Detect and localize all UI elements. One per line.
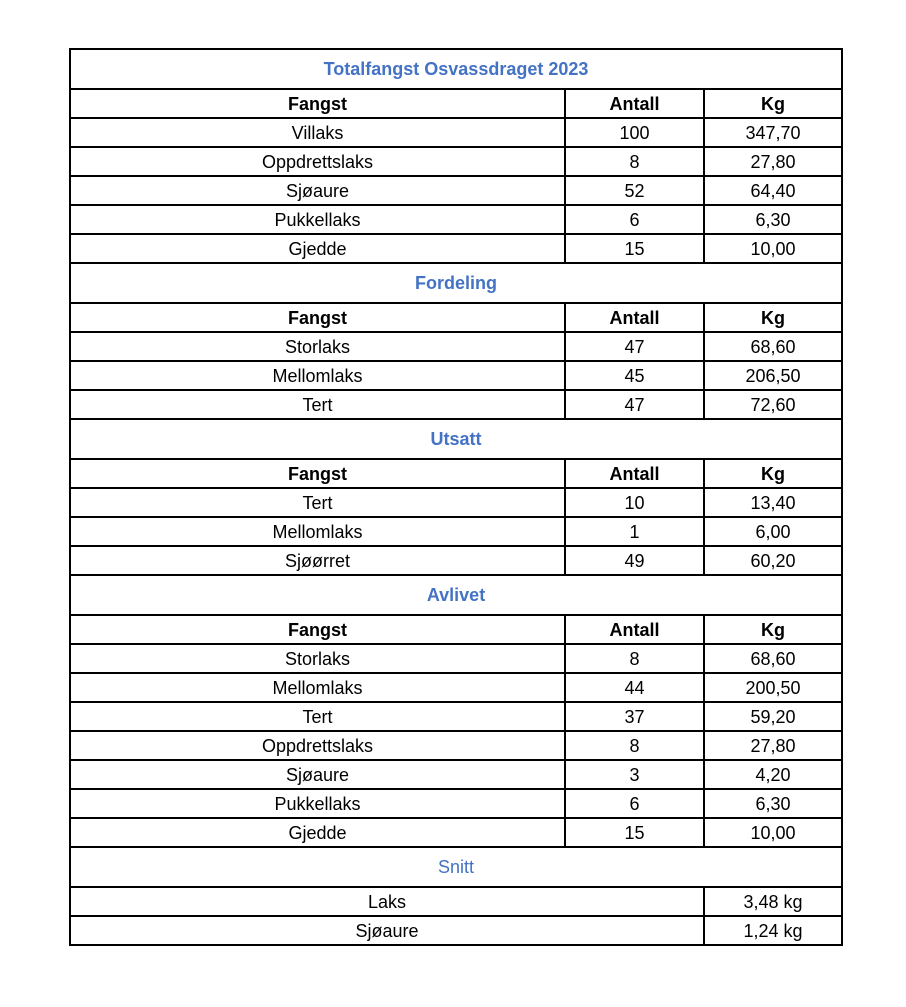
cell-fangst: Oppdrettslaks [70,731,565,760]
fordeling-title-row [70,263,842,303]
cell-antall: 47 [565,390,704,419]
cell-kg: 10,00 [704,234,842,263]
average-row [70,887,842,916]
table-row [70,332,842,361]
cell-kg: 6,30 [704,789,842,818]
table-row [70,488,842,517]
cell-fangst: Pukkellaks [70,205,565,234]
column-header-antall: Antall [565,459,704,488]
cell-kg: 27,80 [704,731,842,760]
cell-fangst: Tert [70,702,565,731]
table-row [70,818,842,847]
cell-fangst: Mellomlaks [70,673,565,702]
average-label: Laks [70,887,704,916]
cell-antall: 1 [565,517,704,546]
cell-antall: 10 [565,488,704,517]
cell-antall: 15 [565,234,704,263]
cell-fangst: Tert [70,390,565,419]
snitt-section-title: Snitt [70,847,842,887]
totalfangst-title-row [70,49,842,89]
cell-fangst: Pukkellaks [70,789,565,818]
cell-kg: 206,50 [704,361,842,390]
cell-kg: 27,80 [704,147,842,176]
table-row [70,731,842,760]
table-row [70,147,842,176]
column-header-fangst: Fangst [70,303,565,332]
cell-antall: 8 [565,147,704,176]
cell-antall: 8 [565,644,704,673]
cell-kg: 59,20 [704,702,842,731]
table-row [70,205,842,234]
totalfangst-header-row [70,89,842,118]
avlivet-title-row [70,575,842,615]
cell-kg: 6,00 [704,517,842,546]
table-row [70,760,842,789]
column-header-fangst: Fangst [70,89,565,118]
average-label: Sjøaure [70,916,704,945]
fordeling-section-title: Fordeling [70,263,842,303]
column-header-antall: Antall [565,303,704,332]
cell-fangst: Sjøørret [70,546,565,575]
cell-fangst: Mellomlaks [70,361,565,390]
table-row [70,702,842,731]
cell-kg: 60,20 [704,546,842,575]
cell-fangst: Oppdrettslaks [70,147,565,176]
cell-fangst: Gjedde [70,234,565,263]
table-row [70,673,842,702]
column-header-kg: Kg [704,89,842,118]
column-header-kg: Kg [704,615,842,644]
table-body [70,49,842,945]
utsatt-title-row [70,419,842,459]
cell-kg: 68,60 [704,332,842,361]
cell-antall: 47 [565,332,704,361]
cell-kg: 4,20 [704,760,842,789]
average-value: 1,24 kg [704,916,842,945]
cell-fangst: Storlaks [70,644,565,673]
table-row [70,517,842,546]
cell-fangst: Sjøaure [70,176,565,205]
catch-statistics-table [69,48,843,946]
table-row [70,644,842,673]
snitt-title-row [70,847,842,887]
cell-antall: 6 [565,205,704,234]
cell-antall: 44 [565,673,704,702]
fordeling-header-row [70,303,842,332]
cell-antall: 49 [565,546,704,575]
cell-kg: 200,50 [704,673,842,702]
cell-antall: 15 [565,818,704,847]
cell-fangst: Villaks [70,118,565,147]
cell-fangst: Storlaks [70,332,565,361]
cell-kg: 347,70 [704,118,842,147]
totalfangst-section-title: Totalfangst Osvassdraget 2023 [70,49,842,89]
table-row [70,361,842,390]
table-row [70,789,842,818]
cell-fangst: Gjedde [70,818,565,847]
cell-antall: 8 [565,731,704,760]
cell-antall: 3 [565,760,704,789]
cell-kg: 10,00 [704,818,842,847]
cell-kg: 72,60 [704,390,842,419]
cell-kg: 13,40 [704,488,842,517]
column-header-kg: Kg [704,459,842,488]
column-header-antall: Antall [565,615,704,644]
cell-fangst: Mellomlaks [70,517,565,546]
cell-fangst: Tert [70,488,565,517]
cell-antall: 52 [565,176,704,205]
column-header-kg: Kg [704,303,842,332]
table-row [70,546,842,575]
avlivet-section-title: Avlivet [70,575,842,615]
cell-antall: 37 [565,702,704,731]
column-header-fangst: Fangst [70,615,565,644]
table-row [70,234,842,263]
cell-antall: 100 [565,118,704,147]
table-row [70,176,842,205]
average-value: 3,48 kg [704,887,842,916]
table-row [70,118,842,147]
cell-antall: 6 [565,789,704,818]
column-header-antall: Antall [565,89,704,118]
table-row [70,390,842,419]
cell-kg: 6,30 [704,205,842,234]
column-header-fangst: Fangst [70,459,565,488]
cell-antall: 45 [565,361,704,390]
utsatt-section-title: Utsatt [70,419,842,459]
cell-kg: 68,60 [704,644,842,673]
cell-kg: 64,40 [704,176,842,205]
utsatt-header-row [70,459,842,488]
cell-fangst: Sjøaure [70,760,565,789]
avlivet-header-row [70,615,842,644]
average-row [70,916,842,945]
